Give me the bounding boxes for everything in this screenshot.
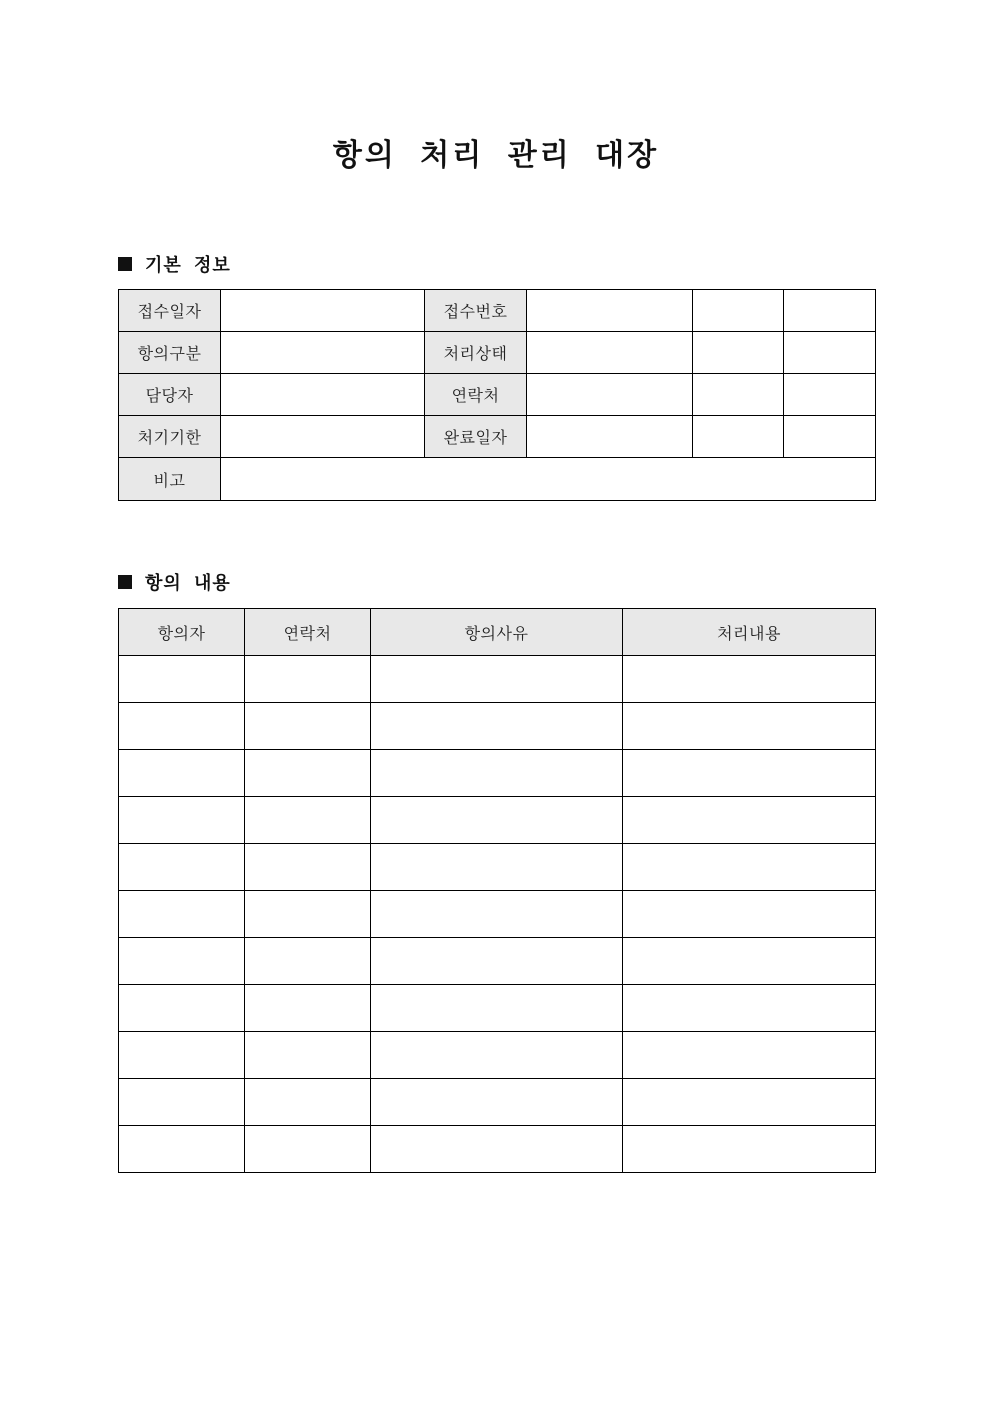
table-row	[119, 1032, 876, 1079]
section-heading-basic-info	[118, 251, 231, 277]
basic-info-table	[118, 289, 876, 501]
table-cell[interactable]	[371, 938, 623, 985]
square-bullet-icon	[118, 257, 132, 271]
table-row	[119, 1079, 876, 1126]
table-cell[interactable]	[371, 703, 623, 750]
table-cell[interactable]	[119, 656, 245, 703]
column-header: 항의자	[119, 609, 245, 656]
table-cell[interactable]	[371, 844, 623, 891]
table-cell[interactable]	[119, 750, 245, 797]
field-value[interactable]	[527, 374, 693, 416]
table-cell[interactable]	[623, 1126, 876, 1173]
table-cell[interactable]	[623, 750, 876, 797]
field-label: 완료일자	[425, 416, 527, 458]
table-row	[119, 374, 876, 416]
table-cell[interactable]	[119, 1126, 245, 1173]
table-cell[interactable]	[623, 985, 876, 1032]
table-cell[interactable]	[623, 1032, 876, 1079]
field-label: 항의구분	[119, 332, 221, 374]
table-row	[119, 938, 876, 985]
extra-cell[interactable]	[693, 416, 784, 458]
table-cell[interactable]	[119, 1079, 245, 1126]
field-label: 접수번호	[425, 290, 527, 332]
field-value[interactable]	[527, 290, 693, 332]
table-row	[119, 797, 876, 844]
table-row	[119, 1126, 876, 1173]
table-row	[119, 332, 876, 374]
table-cell[interactable]	[245, 750, 371, 797]
table-cell[interactable]	[119, 1032, 245, 1079]
table-cell[interactable]	[371, 891, 623, 938]
table-row	[119, 985, 876, 1032]
field-value[interactable]	[221, 374, 425, 416]
document-title: 항의 처리 관리 대장	[332, 138, 660, 173]
table-row	[119, 656, 876, 703]
extra-cell[interactable]	[784, 374, 876, 416]
extra-cell[interactable]	[693, 332, 784, 374]
table-cell[interactable]	[245, 1126, 371, 1173]
field-value[interactable]	[221, 290, 425, 332]
table-cell[interactable]	[119, 844, 245, 891]
column-header: 항의사유	[371, 609, 623, 656]
table-row	[119, 416, 876, 458]
extra-cell[interactable]	[693, 290, 784, 332]
field-label: 담당자	[119, 374, 221, 416]
table-cell[interactable]	[119, 797, 245, 844]
table-cell[interactable]	[245, 844, 371, 891]
extra-cell[interactable]	[693, 374, 784, 416]
column-header: 연락처	[245, 609, 371, 656]
table-cell[interactable]	[623, 797, 876, 844]
table-row	[119, 703, 876, 750]
table-cell[interactable]	[245, 1079, 371, 1126]
extra-cell[interactable]	[784, 290, 876, 332]
field-value[interactable]	[221, 332, 425, 374]
note-label: 비고	[119, 458, 221, 501]
table-row	[119, 891, 876, 938]
table-cell[interactable]	[119, 985, 245, 1032]
table-cell[interactable]	[371, 797, 623, 844]
table-cell[interactable]	[623, 938, 876, 985]
field-label: 처리상태	[425, 332, 527, 374]
field-value[interactable]	[221, 416, 425, 458]
extra-cell[interactable]	[784, 332, 876, 374]
table-header-row	[119, 609, 876, 656]
note-value[interactable]	[221, 458, 876, 501]
section-heading-label: 항의 내용	[145, 573, 231, 594]
table-row	[119, 750, 876, 797]
complaint-content-table	[118, 608, 876, 1173]
table-cell[interactable]	[119, 891, 245, 938]
field-label: 접수일자	[119, 290, 221, 332]
table-cell[interactable]	[245, 938, 371, 985]
table-cell[interactable]	[245, 985, 371, 1032]
table-cell[interactable]	[371, 985, 623, 1032]
table-row	[119, 844, 876, 891]
section-heading-label: 기본 정보	[145, 255, 231, 276]
table-cell[interactable]	[623, 1079, 876, 1126]
table-cell[interactable]	[245, 656, 371, 703]
table-cell[interactable]	[623, 891, 876, 938]
table-cell[interactable]	[623, 703, 876, 750]
table-cell[interactable]	[245, 797, 371, 844]
table-cell[interactable]	[623, 844, 876, 891]
table-cell[interactable]	[623, 656, 876, 703]
table-cell[interactable]	[371, 750, 623, 797]
table-cell[interactable]	[245, 891, 371, 938]
field-label: 연락처	[425, 374, 527, 416]
extra-cell[interactable]	[784, 416, 876, 458]
table-cell[interactable]	[245, 1032, 371, 1079]
field-value[interactable]	[527, 416, 693, 458]
table-row	[119, 290, 876, 332]
section-heading-complaint-content	[118, 569, 231, 595]
table-cell[interactable]	[371, 1126, 623, 1173]
square-bullet-icon	[118, 575, 132, 589]
table-cell[interactable]	[245, 703, 371, 750]
table-cell[interactable]	[119, 703, 245, 750]
field-value[interactable]	[527, 332, 693, 374]
column-header: 처리내용	[623, 609, 876, 656]
table-cell[interactable]	[119, 938, 245, 985]
table-cell[interactable]	[371, 1079, 623, 1126]
table-cell[interactable]	[371, 1032, 623, 1079]
table-cell[interactable]	[371, 656, 623, 703]
field-label: 처기기한	[119, 416, 221, 458]
table-row-note	[119, 458, 876, 501]
